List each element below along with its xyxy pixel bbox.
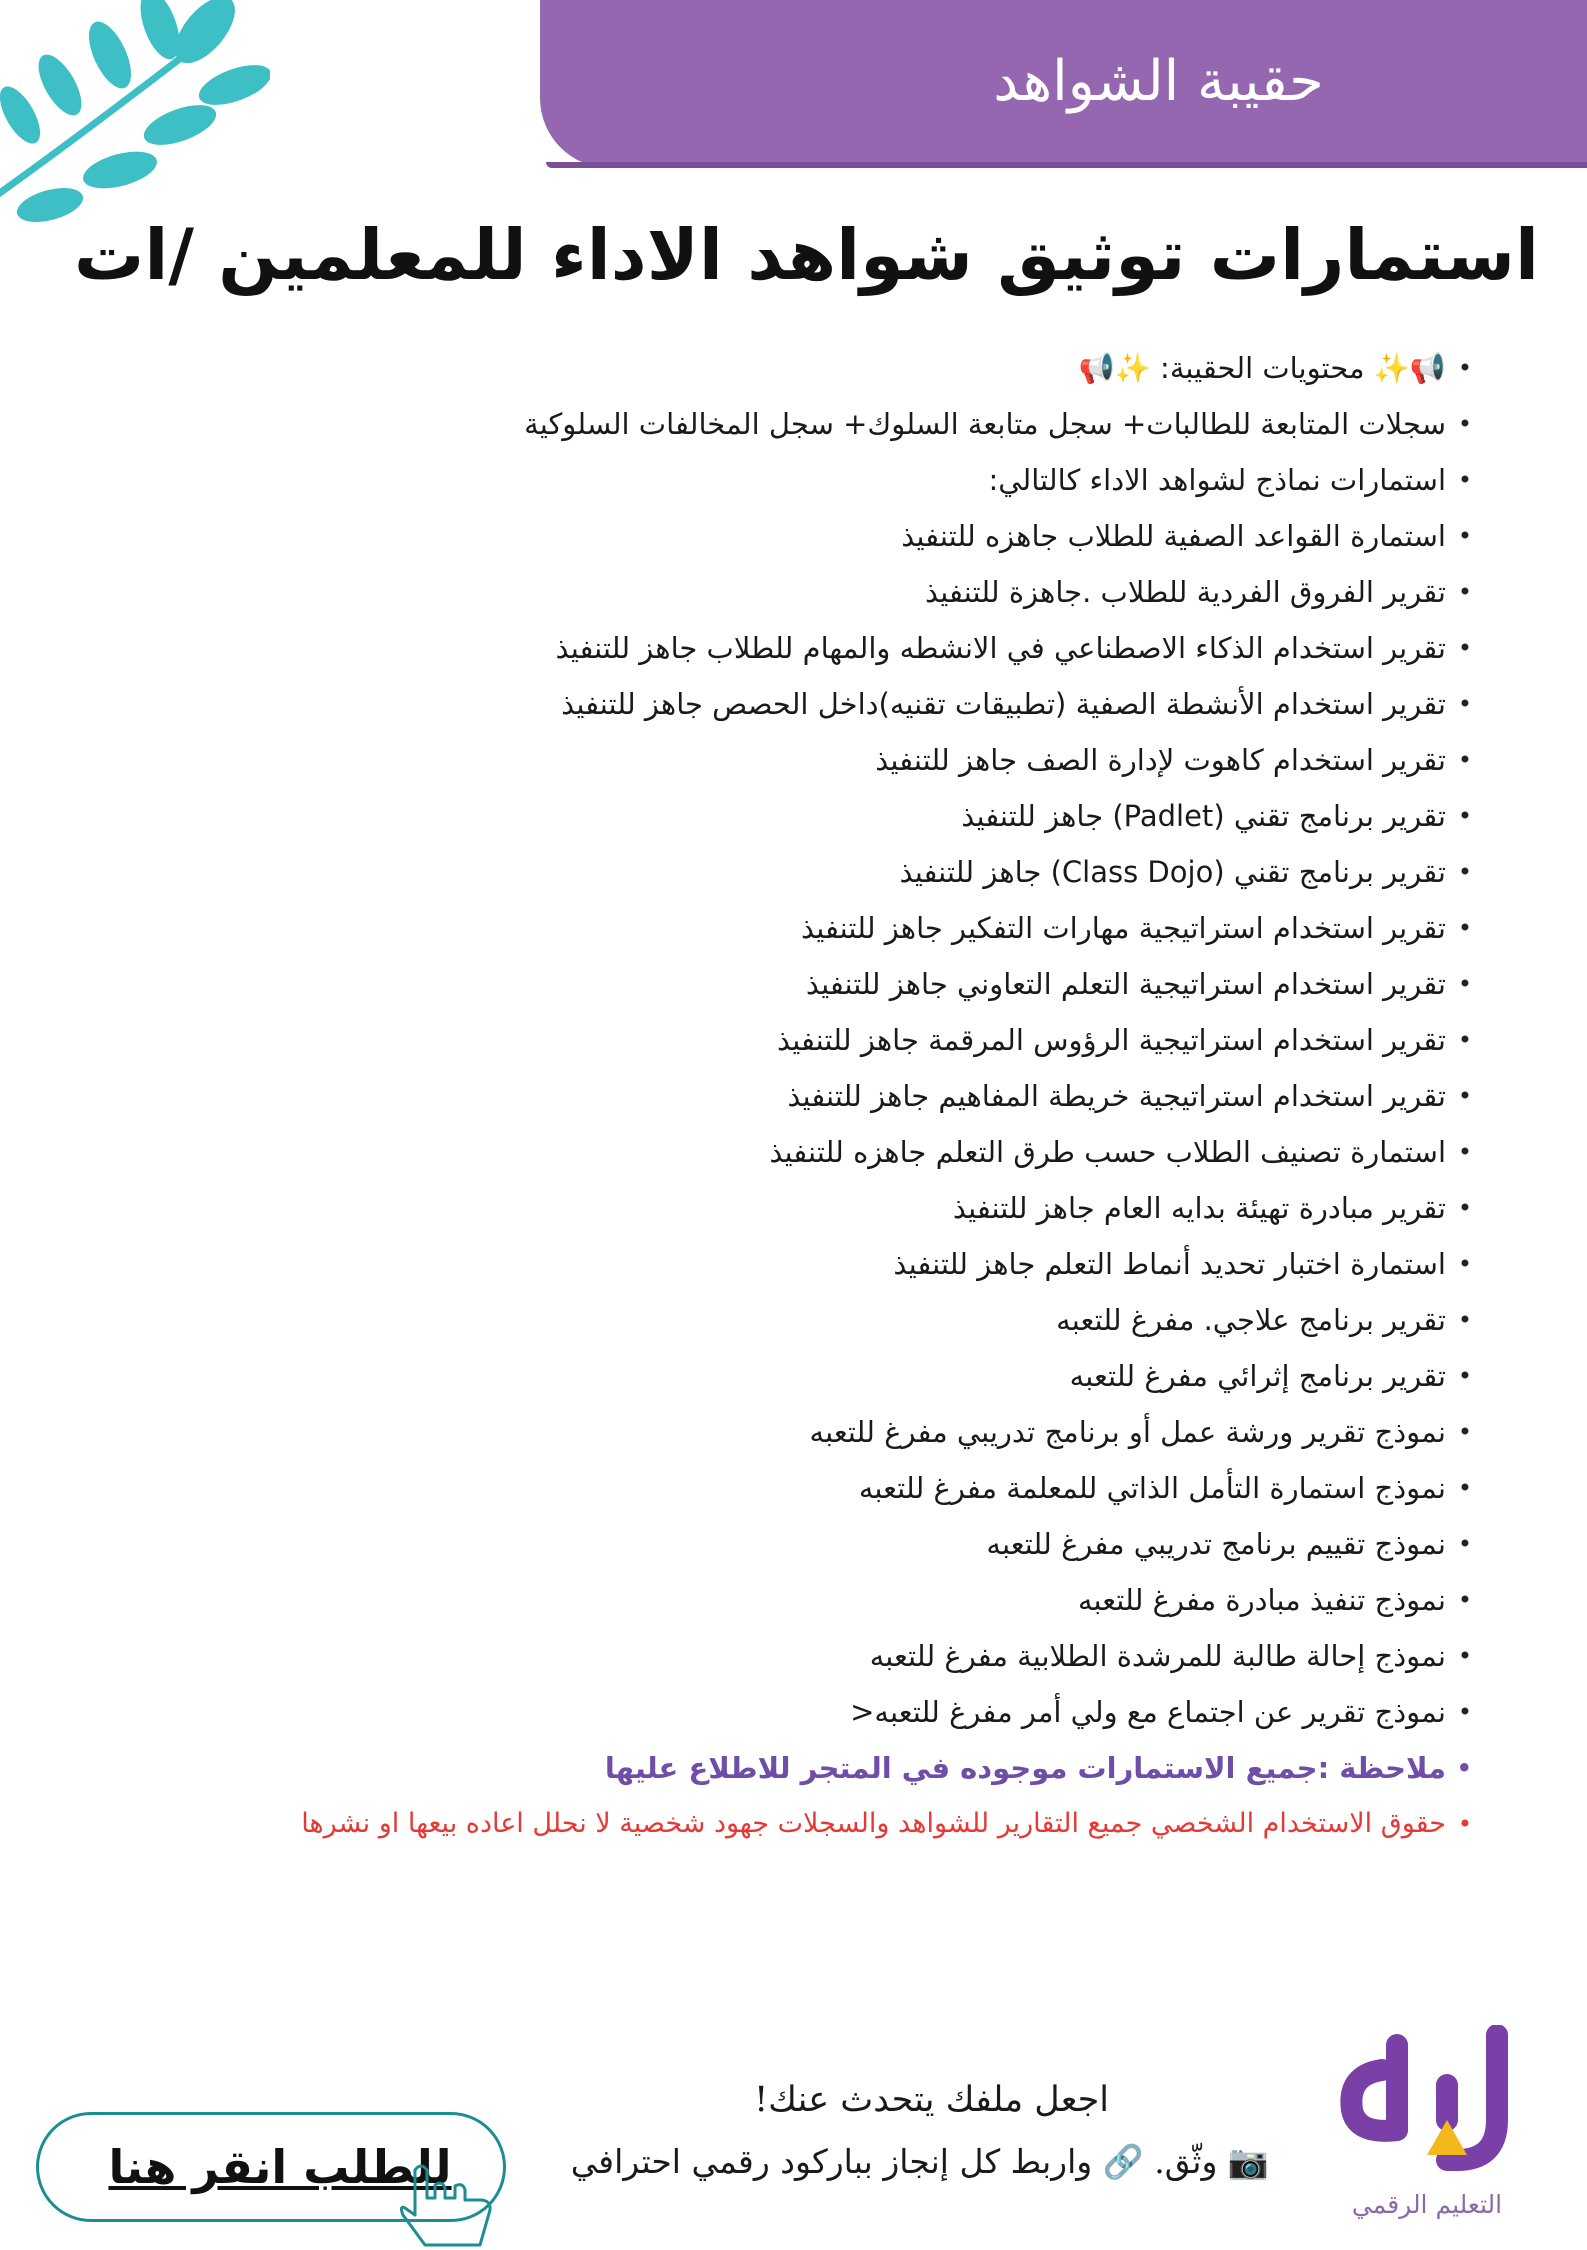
footer-tagline-secondary: 📷 وثّق. 🔗 واربط كل إنجاز بباركود رقمي احترافي: [570, 2142, 1269, 2181]
header-banner: [540, 0, 1587, 168]
list-item: • نموذج استمارة التأمل الذاتي للمعلمة مفرغ للتعبه: [26, 1460, 1446, 1516]
rights-notice: • حقوق الاستخدام الشخصي جميع التقارير للشواهد والسجلات جهود شخصية لا نحلل اعاده بيعها او نشرها: [26, 1796, 1446, 1852]
list-item: • 📢✨ محتويات الحقيبة: ✨📢: [26, 340, 1446, 396]
list-item: • تقرير مبادرة تهيئة بدايه العام جاهز للتنفيذ: [26, 1180, 1446, 1236]
list-item: • نموذج تنفيذ مبادرة مفرغ للتعبه: [26, 1572, 1446, 1628]
leaf-decoration-icon: [0, 0, 270, 230]
list-item: • نموذج تقييم برنامج تدريبي مفرغ للتعبه: [26, 1516, 1446, 1572]
logo-caption: التعليم الرقمي: [1351, 2190, 1503, 2219]
rowad-logo: [1327, 2025, 1527, 2235]
list-item: • تقرير استخدام الذكاء الاصطناعي في الانشطه والمهام للطلاب جاهز للتنفيذ: [26, 620, 1446, 676]
list-item: • استمارة اختبار تحديد أنماط التعلم جاهز للتنفيذ: [26, 1236, 1446, 1292]
footer-tagline: اجعل ملفك يتحدث عنك!: [754, 2080, 1109, 2120]
contents-list: [26, 340, 1472, 1852]
note-item: • ملاحظة :جميع الاستمارات موجوده في المتجر للاطلاع عليها: [26, 1740, 1446, 1796]
list-item: • تقرير برنامج علاجي. مفرغ للتعبه: [26, 1292, 1446, 1348]
header-title: حقيبة الشواهد: [993, 48, 1324, 114]
list-item: • تقرير استخدام استراتيجية مهارات التفكير جاهز للتنفيذ: [26, 900, 1446, 956]
list-item: • تقرير استخدام كاهوت لإدارة الصف جاهز للتنفيذ: [26, 732, 1446, 788]
list-item: • تقرير برنامج تقني (Class Dojo) جاهز للتنفيذ: [26, 844, 1446, 900]
list-item: • تقرير استخدام استراتيجية الرؤوس المرقمة جاهز للتنفيذ: [26, 1012, 1446, 1068]
list-item: • تقرير استخدام الأنشطة الصفية (تطبيقات تقنيه)داخل الحصص جاهز للتنفيذ: [26, 676, 1446, 732]
list-item: • تقرير استخدام استراتيجية التعلم التعاوني جاهز للتنفيذ: [26, 956, 1446, 1012]
list-item: • تقرير برنامج تقني (Padlet) جاهز للتنفيذ: [26, 788, 1446, 844]
logo-mark-icon: [1327, 2025, 1527, 2190]
list-item: • تقرير برنامج إثرائي مفرغ للتعبه: [26, 1348, 1446, 1404]
list-item: • استمارة القواعد الصفية للطلاب جاهزه للتنفيذ: [26, 508, 1446, 564]
list-item: • نموذج إحالة طالبة للمرشدة الطلابية مفرغ للتعبه: [26, 1628, 1446, 1684]
list-item: • سجلات المتابعة للطالبات+ سجل متابعة السلوك+ سجل المخالفات السلوكية: [26, 396, 1446, 452]
list-item: • نموذج تقرير عن اجتماع مع ولي أمر مفرغ للتعبه<: [26, 1684, 1446, 1740]
list-item: • استمارات نماذج لشواهد الاداء كالتالي:: [26, 452, 1446, 508]
list-item: • استمارة تصنيف الطلاب حسب طرق التعلم جاهزه للتنفيذ: [26, 1124, 1446, 1180]
list-item: • تقرير استخدام استراتيجية خريطة المفاهيم جاهز للتنفيذ: [26, 1068, 1446, 1124]
list-item: • نموذج تقرير ورشة عمل أو برنامج تدريبي مفرغ للتعبه: [26, 1404, 1446, 1460]
order-button-label: للطلب انقر هنا: [108, 2140, 452, 2194]
list-item: • تقرير الفروق الفردية للطلاب .جاهزة للتنفيذ: [26, 564, 1446, 620]
page-title: استمارات توثيق شواهد الاداء للمعلمين /ات: [73, 214, 1539, 296]
pointing-hand-icon: [395, 2160, 505, 2250]
